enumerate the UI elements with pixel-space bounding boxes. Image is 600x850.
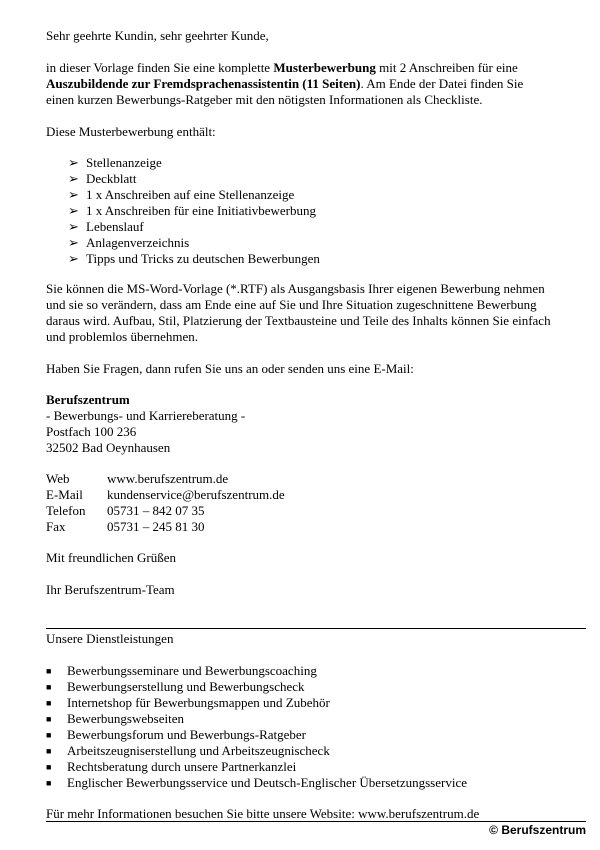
service-item: [46, 759, 296, 775]
arrow-bullet-icon: ➢: [68, 187, 79, 202]
signature: Ihr Berufszentrum-Team: [46, 582, 175, 597]
divider-top: [46, 628, 586, 629]
intro-text: . Am Ende der Datei finden Sie: [360, 76, 524, 91]
usage-line-4: und problemlos übernehmen.: [46, 329, 198, 344]
service-item: [46, 679, 305, 695]
service-item-label: Englischer Bewerbungsservice und Deutsch-Englischer Übersetzungsservice: [67, 775, 467, 790]
contact-row: [46, 471, 228, 487]
intro-line-1: [46, 60, 518, 76]
service-item: [46, 743, 330, 759]
service-item: [46, 727, 306, 743]
arrow-bullet-icon: ➢: [68, 203, 79, 218]
arrow-bullet-icon: ➢: [68, 235, 79, 250]
service-item: [46, 663, 317, 679]
service-item-label: Bewerbungsforum und Bewerbungs-Ratgeber: [67, 727, 306, 742]
service-item: [46, 695, 330, 711]
service-item-label: Rechtsberatung durch unsere Partnerkanzlei: [67, 759, 297, 774]
footer-info: Für mehr Informationen besuchen Sie bitte unsere Website: www.berufszentrum.de: [46, 806, 480, 821]
copyright: © Berufszentrum: [489, 823, 586, 837]
company-tagline: - Bewerbungs- und Karriereberatung -: [46, 408, 246, 423]
square-bullet-icon: ■: [46, 746, 52, 756]
services-heading: Unsere Dienstleistungen: [46, 631, 174, 646]
service-item-label: Arbeitszeugniserstellung und Arbeitszeugnischeck: [67, 743, 330, 758]
arrow-bullet-icon: ➢: [68, 171, 79, 186]
contents-item-label: Deckblatt: [86, 171, 137, 186]
divider-bottom: [46, 821, 586, 822]
salutation: Sehr geehrte Kundin, sehr geehrter Kunde,: [46, 28, 269, 43]
contact-label: Telefon: [46, 503, 86, 518]
company-name: [46, 392, 130, 408]
square-bullet-icon: ■: [46, 762, 52, 772]
contents-item: [68, 219, 144, 235]
square-bullet-icon: ■: [46, 698, 52, 708]
usage-line-2: und sie so verändern, dass am Ende eine auf Sie und Ihre Situation zugeschnittene Bewerbung: [46, 297, 537, 312]
contact-label: Web: [46, 471, 70, 486]
contents-item: [68, 203, 316, 219]
contents-item-label: 1 x Anschreiben für eine Initiativbewerbung: [86, 203, 316, 218]
contact-label: E-Mail: [46, 487, 83, 502]
square-bullet-icon: ■: [46, 682, 52, 692]
intro-bold-position: Auszubildende zur Fremdsprachenassistentin (11 Seiten): [46, 76, 361, 91]
arrow-bullet-icon: ➢: [68, 251, 79, 266]
service-item: [46, 775, 467, 791]
arrow-bullet-icon: ➢: [68, 155, 79, 170]
contents-item-label: Stellenanzeige: [86, 155, 162, 170]
contents-item: [68, 155, 162, 171]
contents-heading: Diese Musterbewerbung enthält:: [46, 124, 216, 139]
contents-item: [68, 251, 320, 267]
contact-row: [46, 503, 205, 519]
contact-value: 05731 – 245 81 30: [107, 519, 205, 534]
contents-item-label: Tipps und Tricks zu deutschen Bewerbungen: [86, 251, 320, 266]
contents-item-label: 1 x Anschreiben auf eine Stellenanzeige: [86, 187, 295, 202]
intro-line-3: einen kurzen Bewerbungs-Ratgeber mit den nötigsten Informationen als Checkliste.: [46, 92, 483, 107]
service-item-label: Bewerbungswebseiten: [67, 711, 184, 726]
arrow-bullet-icon: ➢: [68, 219, 79, 234]
contents-item-label: Anlagenverzeichnis: [86, 235, 190, 250]
square-bullet-icon: ■: [46, 714, 52, 724]
usage-line-3: daraus wird. Aufbau, Stil, Platzierung der Textbausteine und Teile des Inhalts können Sie einfach: [46, 313, 551, 328]
questions-text: Haben Sie Fragen, dann rufen Sie uns an oder senden uns eine E-Mail:: [46, 361, 414, 376]
intro-bold-title: Musterbewerbung: [273, 60, 376, 75]
service-item: [46, 711, 184, 727]
contact-row: [46, 487, 285, 503]
contact-value: 05731 – 842 07 35: [107, 503, 205, 518]
contents-item: [68, 171, 137, 187]
contact-row: [46, 519, 205, 535]
company-city: 32502 Bad Oeynhausen: [46, 440, 171, 455]
square-bullet-icon: ■: [46, 666, 52, 676]
intro-text: mit 2 Anschreiben für eine: [375, 60, 518, 75]
contents-item: [68, 235, 189, 251]
contents-item: [68, 187, 294, 203]
intro-text: in dieser Vorlage finden Sie eine komplette: [46, 60, 274, 75]
service-item-label: Bewerbungsseminare und Bewerbungscoaching: [67, 663, 317, 678]
closing: Mit freundlichen Grüßen: [46, 550, 176, 565]
square-bullet-icon: ■: [46, 730, 52, 740]
service-item-label: Bewerbungserstellung und Bewerbungscheck: [67, 679, 305, 694]
contact-label: Fax: [46, 519, 66, 534]
usage-line-1: Sie können die MS-Word-Vorlage (*.RTF) als Ausgangsbasis Ihrer eigenen Bewerbung nehmen: [46, 281, 545, 296]
contact-value: kundenservice@berufszentrum.de: [107, 487, 285, 502]
company-postbox: Postfach 100 236: [46, 424, 137, 439]
contents-item-label: Lebenslauf: [86, 219, 144, 234]
service-item-label: Internetshop für Bewerbungsmappen und Zubehör: [67, 695, 330, 710]
contact-value: www.berufszentrum.de: [107, 471, 229, 486]
square-bullet-icon: ■: [46, 778, 52, 788]
intro-line-2: [46, 76, 523, 92]
company-name-text: Berufszentrum: [46, 392, 130, 407]
